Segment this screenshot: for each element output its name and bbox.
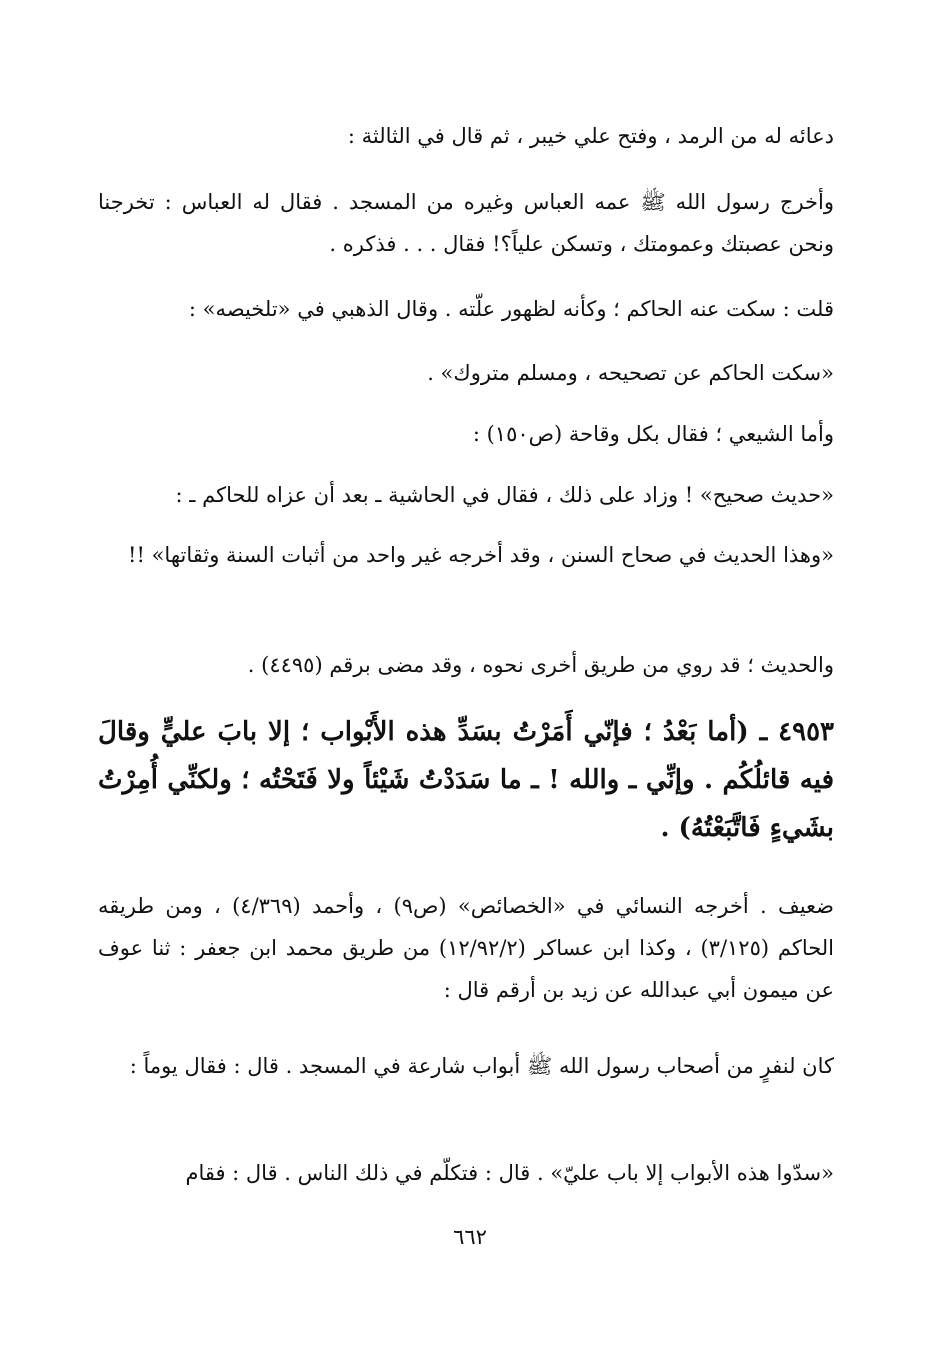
paragraph-shii-intro: وأما الشيعي ؛ فقال بكل وقاحة (ص١٥٠) : bbox=[472, 422, 834, 446]
paragraph-dhahabi-quote: «سكت الحاكم عن تصحيحه ، ومسلم متروك» . bbox=[427, 361, 834, 385]
paragraph-hakim-comment: قلت : سكت عنه الحاكم ؛ وكأنه لظهور علّته . وقال الذهبي في «تلخيصه» : bbox=[188, 297, 834, 321]
paragraph-takhrij: ضعيف . أخرجه النسائي في «الخصائص» (ص٩) ، وأحمد (٤/٣٦٩) ، ومن طريقه الحاكم (٣/١٢٥) ، وكذا ابن عساكر (١٢/٩٢/٢) من طريق محمد ابن جعفر : ثنا عوف عن ميمون أبي عبدالله عن زيد بن أرقم قال : bbox=[98, 894, 835, 1002]
paragraph-other-route: والحديث ؛ قد روي من طريق أخرى نحوه ، وقد مضى برقم (٤٤٩٥) . bbox=[247, 653, 834, 677]
paragraph-shii-footnote-quote: «وهذا الحديث في صحاح السنن ، وقد أخرجه غير واحد من أثبات السنة وثقاتها» !! bbox=[128, 543, 834, 567]
paragraph-narration-close-doors: «سدّوا هذه الأبواب إلا باب عليّ» . قال : فتكلّم في ذلك الناس . قال : فقام bbox=[185, 1161, 834, 1185]
paragraph-abbas-narration: وأخرج رسول الله ﷺ عمه العباس وغيره من المسجد . فقال له العباس : تخرجنا ونحن عصبتك وعمومتك ، وتسكن علياً؟! فقال . . . فذكره . bbox=[98, 190, 834, 256]
hadith-4953-text: ٤٩٥٣ ـ (أما بَعْدُ ؛ فإنّي أَمَرْتُ بسَدِّ هذه الأَبْواب ؛ إلا بابَ عليٍّ وقالَ فيه قائلُكُم . وإنِّي ـ والله ! ـ ما سَدَدْتُ شَيْئاً ولا فَتَحْتُه ؛ ولكنِّي أُمِرْتُ بشَيءٍ فَاتَّبَعْتُهُ) . bbox=[98, 717, 834, 843]
paragraph-narration-doors: كان لنفرٍ من أصحاب رسول الله ﷺ أبواب شارعة في المسجد . قال : فقال يوماً : bbox=[129, 1054, 834, 1078]
paragraph-shii-quote: «حديث صحيح» ! وزاد على ذلك ، فقال في الحاشية ـ بعد أن عزاه للحاكم ـ : bbox=[175, 483, 834, 507]
paragraph-context: دعائه له من الرمد ، وفتح علي خيبر ، ثم قال في الثالثة : bbox=[347, 124, 834, 148]
page-number: ٦٦٢ bbox=[453, 1225, 487, 1249]
